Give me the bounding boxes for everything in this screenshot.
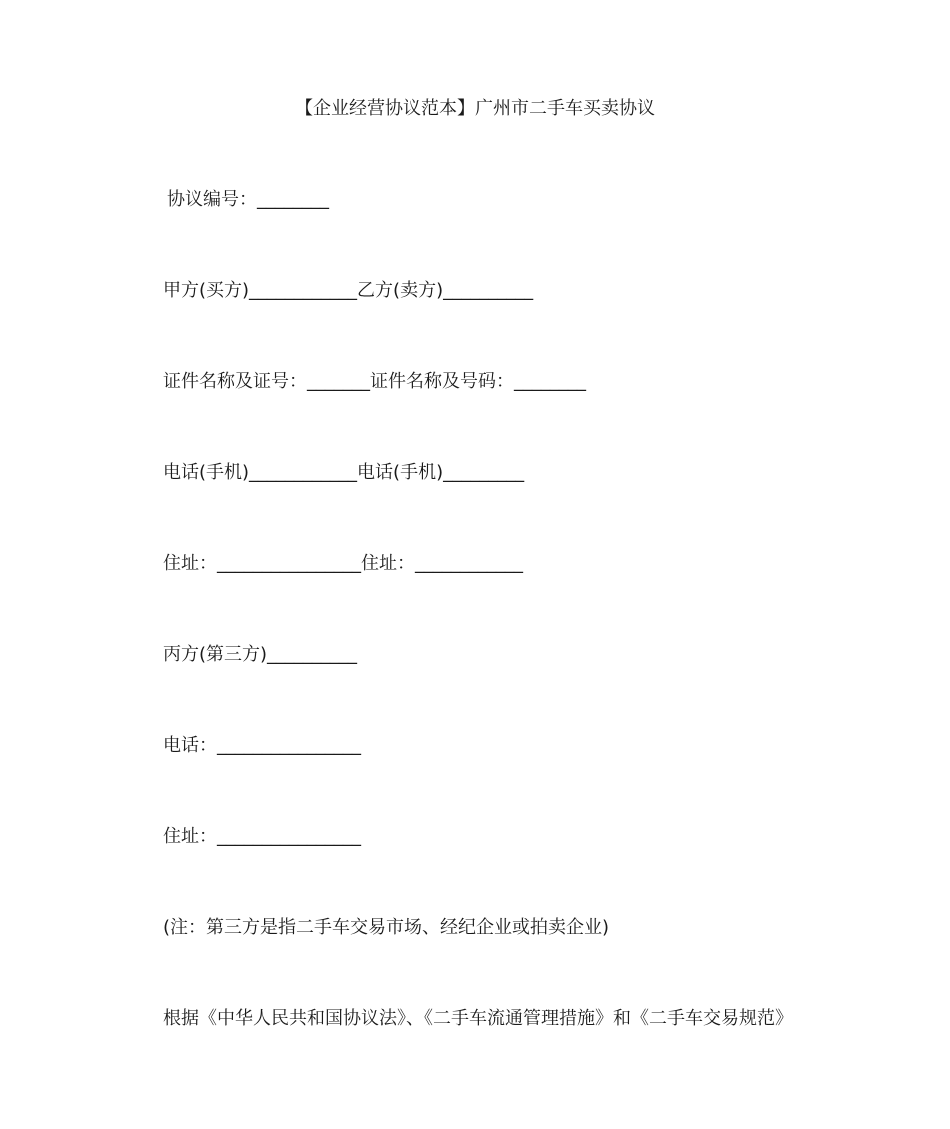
document-title: 【企业经营协议范本】广州市二手车买卖协议	[295, 98, 655, 119]
id-document-line: 证件名称及证号：_______证件名称及号码：________	[163, 371, 586, 392]
third-party-phone-line: 电话：________________	[163, 735, 361, 756]
third-party-line: 丙方(第三方)__________	[163, 644, 358, 665]
parties-buyer-seller-line: 甲方(买方)____________乙方(卖方)__________	[163, 280, 534, 301]
third-party-note: (注：第三方是指二手车交易市场、经纪企业或拍卖企业)	[163, 917, 610, 938]
phone-line: 电话(手机)____________电话(手机)_________	[163, 462, 525, 483]
legal-basis-paragraph: 根据《中华人民共和国协议法》、《二手车流通管理措施》和《二手车交易规范》	[163, 1008, 793, 1029]
address-line: 住址：________________住址：____________	[163, 553, 523, 574]
contract-number-line: 协议编号：________	[167, 189, 329, 210]
third-party-address-line: 住址：________________	[163, 826, 361, 847]
